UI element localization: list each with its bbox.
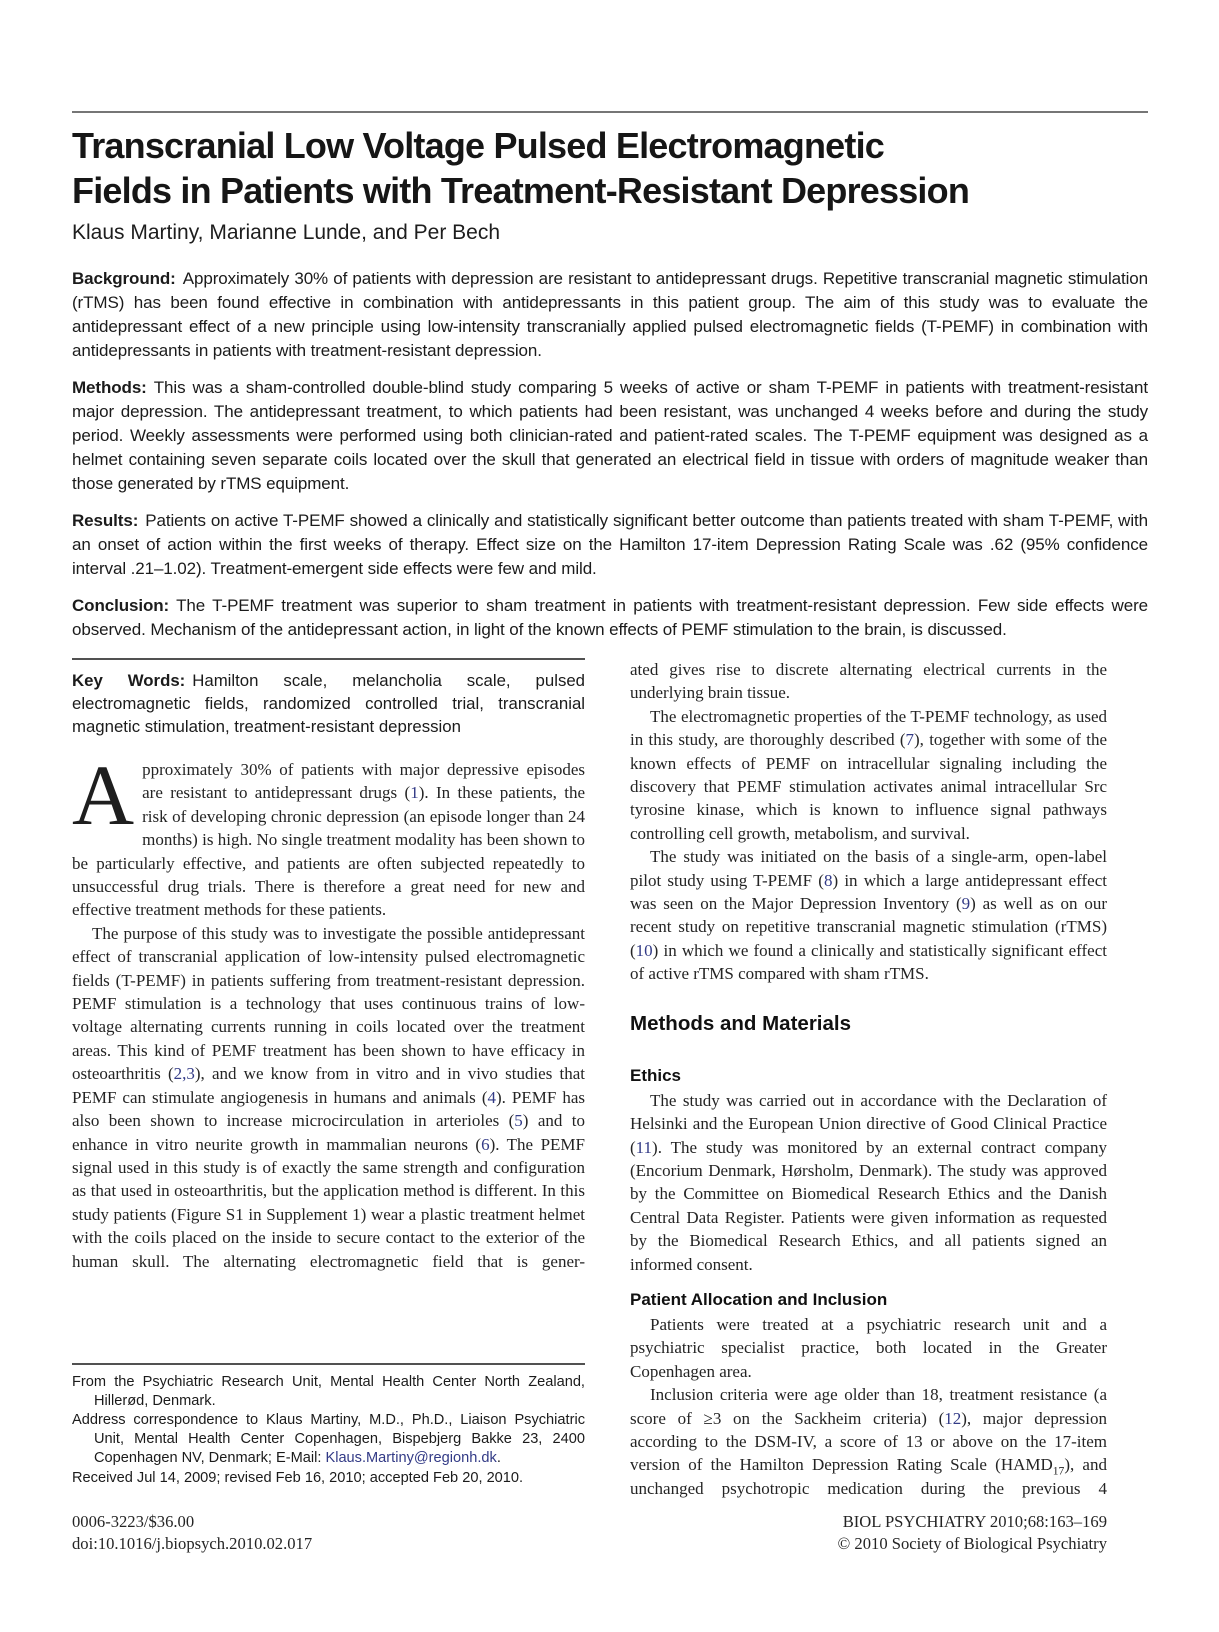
title-line-2: Fields in Patients with Treatment-Resistant Depression bbox=[72, 170, 970, 211]
issn-doi-block bbox=[72, 1511, 585, 1556]
abstract-results-text: Patients on active T-PEMF showed a clinically and statistically significant better outcome than patients treated with sham T-PEMF, with an onset of action within the first weeks of therapy. Effect size on the Hamilton 17-item Depression Rating Scale was .62 (95% confidence interval .21–1.02). Treatment-emergent side effects were few and mild. bbox=[72, 511, 1148, 578]
body-paragraph: Inclusion criteria were age older than 18, treatment resistance (a score of ≥3 on the Sackheim criteria) (12), major depression according to the DSM-IV, a score of 13 or above on the 17-item version of the Hamilton Depression Rating Scale $(HAMD_{17})$, and unchanged psychotropic medication during the previous 4 bbox=[630, 1385, 1107, 1498]
footnote-address-text: Address correspondence to Klaus Martiny, M.D., Ph.D., Liaison Psychiatric Unit, Mental Health Center Copenhagen, Bispebjerg Bakke 23, 2400 Copenhagen NV, Denmark; E-Mail: bbox=[72, 1412, 585, 1467]
body-paragraph: The purpose of this study was to investigate the possible antidepressant effect of transcranial application of low-intensity pulsed electromagnetic fields (T-PEMF) in patients suffering from treatment-resistant depression. PEMF stimulation is a technology that uses continuous trains of low-voltage alternating currents running in coils located over the treatment areas. This kind of PEMF treatment has been shown to have efficacy in osteoarthritis (2,3), and we know from in vitro and in vivo studies that PEMF can stimulate angiogenesis in humans and animals (4). PEMF has also been shown to increase microcirculation in arterioles (5) and to enhance in vitro neurite growth in mammalian neurons (6). The PEMF signal used in this study is of exactly the same strength and configuration as that used in osteoarthritis, but the application method is different. In this study patients (Figure S1 in Supplement 1) wear a plastic treatment helmet with the coils placed on the inside to secure contact to the exterior of the human skull. The alternating electromagnetic field that is gener- bbox=[72, 923, 586, 1271]
body-paragraph: The electromagnetic properties of the T-PEMF technology, as used in this study, are thoroughly described (7), together with some of the known effects of PEMF on intracellular signaling including the discovery that PEMF stimulation activates animal intracellular Src tyrosine kinase, which is known to influence signal pathways controlling cell growth, metabolism, and survival. bbox=[630, 706, 1107, 843]
body-paragraph: The study was carried out in accordance with the Declaration of Helsinki and the European Union directive of Good Clinical Practice (11). The study was monitored by an external contract company (Encorium Denmark, Hørsholm, Denmark). The study was approved by the Committee on Biomedical Research Ethics and the Danish Central Data Register. Patients were given information as requested by the Biomedical Research Ethics, and all patients signed an informed consent. bbox=[630, 1090, 1107, 1274]
footnote-affiliation: From the Psychiatric Research Unit, Mental Health Center North Zealand, Hillerød, Denmark. bbox=[72, 1373, 585, 1409]
citation-ref: 7 bbox=[905, 730, 915, 750]
body-paragraph: Patients were treated at a psychiatric research unit and a psychiatric specialist practice, both located in the Greater Copenhagen area. bbox=[630, 1314, 1107, 1381]
footnote-received: Received Jul 14, 2009; revised Feb 16, 2010; accepted Feb 20, 2010. bbox=[72, 1469, 524, 1486]
two-column-body bbox=[72, 658, 1148, 1556]
keywords-label: Key Words: bbox=[72, 671, 186, 690]
citation-ref: 6 bbox=[481, 1134, 490, 1154]
subsection-heading-patient-allocation: Patient Allocation and Inclusion bbox=[630, 1289, 888, 1309]
citation-ref: 11 bbox=[635, 1137, 653, 1157]
citation-ref: 1 bbox=[410, 783, 419, 803]
citation-ref: 10 bbox=[635, 940, 653, 960]
abstract-results bbox=[72, 509, 1148, 581]
left-column bbox=[72, 658, 585, 1556]
body-paragraph bbox=[72, 747, 585, 922]
abstract-methods-text: This was a sham-controlled double-blind study comparing 5 weeks of active or sham T-PEMF in patients with treatment-resistant major depression. The antidepressant treatment, to which patients had been resistant, was unchanged 4 weeks before and during the study period. Weekly assessments were performed using both clinician-rated and patient-rated scales. The T-PEMF equipment was designed as a helmet containing seven separate coils located over the skull that generated an electrical field in tissue with orders of magnitude weaker than those generated by rTMS equipment. bbox=[72, 378, 1148, 493]
title-rule bbox=[72, 111, 1148, 113]
journal-citation-block bbox=[630, 1511, 1107, 1556]
footnote-address-period: . bbox=[496, 1450, 501, 1467]
title-line-1: Transcranial Low Voltage Pulsed Electromagnetic bbox=[72, 125, 884, 166]
abstract-conclusion-label: Conclusion: bbox=[72, 596, 170, 615]
keywords-block bbox=[72, 658, 585, 738]
citation-ref: 4 bbox=[487, 1087, 496, 1107]
keywords-text: Hamilton scale, melancholia scale, pulsed electromagnetic fields, randomized controlled trial, transcranial magnetic stimulation, treatment-resistant depression bbox=[72, 671, 586, 736]
body-paragraph: The study was initiated on the basis of a single-arm, open-label pilot study using T-PEMF (8) in which a large antidepressant effect was seen on the Major Depression Inventory (9) as well as on our recent study on repetitive transcranial magnetic stimulation (rTMS) (10) in which we found a clinically and statistically significant effect of active rTMS compared with sham rTMS. bbox=[630, 847, 1107, 984]
subsection-heading-ethics: Ethics bbox=[630, 1065, 682, 1085]
footnote-address bbox=[72, 1411, 585, 1469]
issn-line: 0006-3223/$36.00 bbox=[72, 1511, 195, 1531]
section-heading-methods-and-materials: Methods and Materials bbox=[630, 1011, 851, 1035]
abstract bbox=[72, 267, 1148, 642]
abstract-results-label: Results: bbox=[72, 511, 139, 530]
citation-ref: 9 bbox=[961, 894, 971, 914]
abstract-background bbox=[72, 267, 1148, 363]
citation-ref: 2,3 bbox=[173, 1064, 195, 1084]
email-link[interactable]: Klaus.Martiny@regionh.dk bbox=[325, 1450, 497, 1467]
abstract-background-label: Background: bbox=[72, 269, 176, 288]
copyright-line: © 2010 Society of Biological Psychiatry bbox=[837, 1534, 1107, 1554]
citation-ref: 8 bbox=[823, 870, 833, 890]
authors-line: Klaus Martiny, Marianne Lunde, and Per Bech bbox=[72, 221, 501, 244]
body-paragraph-text: pproximately 30% of patients with major depressive episodes are resistant to antidepressant drugs (1). In these patients, the risk of developing chronic depression (an episode longer than 24 months) is high. No single treatment modality has been shown to be particularly effective, and patients are often subjected repeatedly to unsuccessful drug trials. There is therefore a great need for new and effective treatment methods for these patients. bbox=[72, 760, 585, 920]
abstract-methods-label: Methods: bbox=[72, 378, 147, 397]
body-paragraph: ated gives rise to discrete alternating electrical currents in the underlying brain tissue. bbox=[630, 660, 1107, 703]
citation-ref: 5 bbox=[514, 1111, 523, 1131]
article-title bbox=[72, 123, 1148, 213]
drop-cap: A bbox=[72, 747, 135, 843]
citation-ref: 12 bbox=[944, 1408, 962, 1428]
doi-line: doi:10.1016/j.biopsych.2010.02.017 bbox=[72, 1534, 313, 1554]
abstract-conclusion bbox=[72, 594, 1148, 642]
right-column bbox=[630, 658, 1107, 1556]
abstract-methods bbox=[72, 376, 1148, 496]
abstract-conclusion-text: The T-PEMF treatment was superior to sham treatment in patients with treatment-resistant depression. Few side effects were observed. Mechanism of the antidepressant action, in light of the known effects of PEMF stimulation to the brain, is discussed. bbox=[72, 596, 1148, 639]
journal-citation-line: BIOL PSYCHIATRY 2010;68:163–169 bbox=[842, 1511, 1107, 1531]
footnote-block bbox=[72, 1363, 585, 1488]
abstract-background-text: Approximately 30% of patients with depression are resistant to antidepressant drugs. Repetitive transcranial magnetic stimulation (rTMS) has been found effective in combination with antidepressants in this patient group. The aim of this study was to evaluate the antidepressant effect of a new principle using low-intensity transcranially applied pulsed electromagnetic fields (T-PEMF) in combination with antidepressants in patients with treatment-resistant depression. bbox=[72, 269, 1148, 360]
